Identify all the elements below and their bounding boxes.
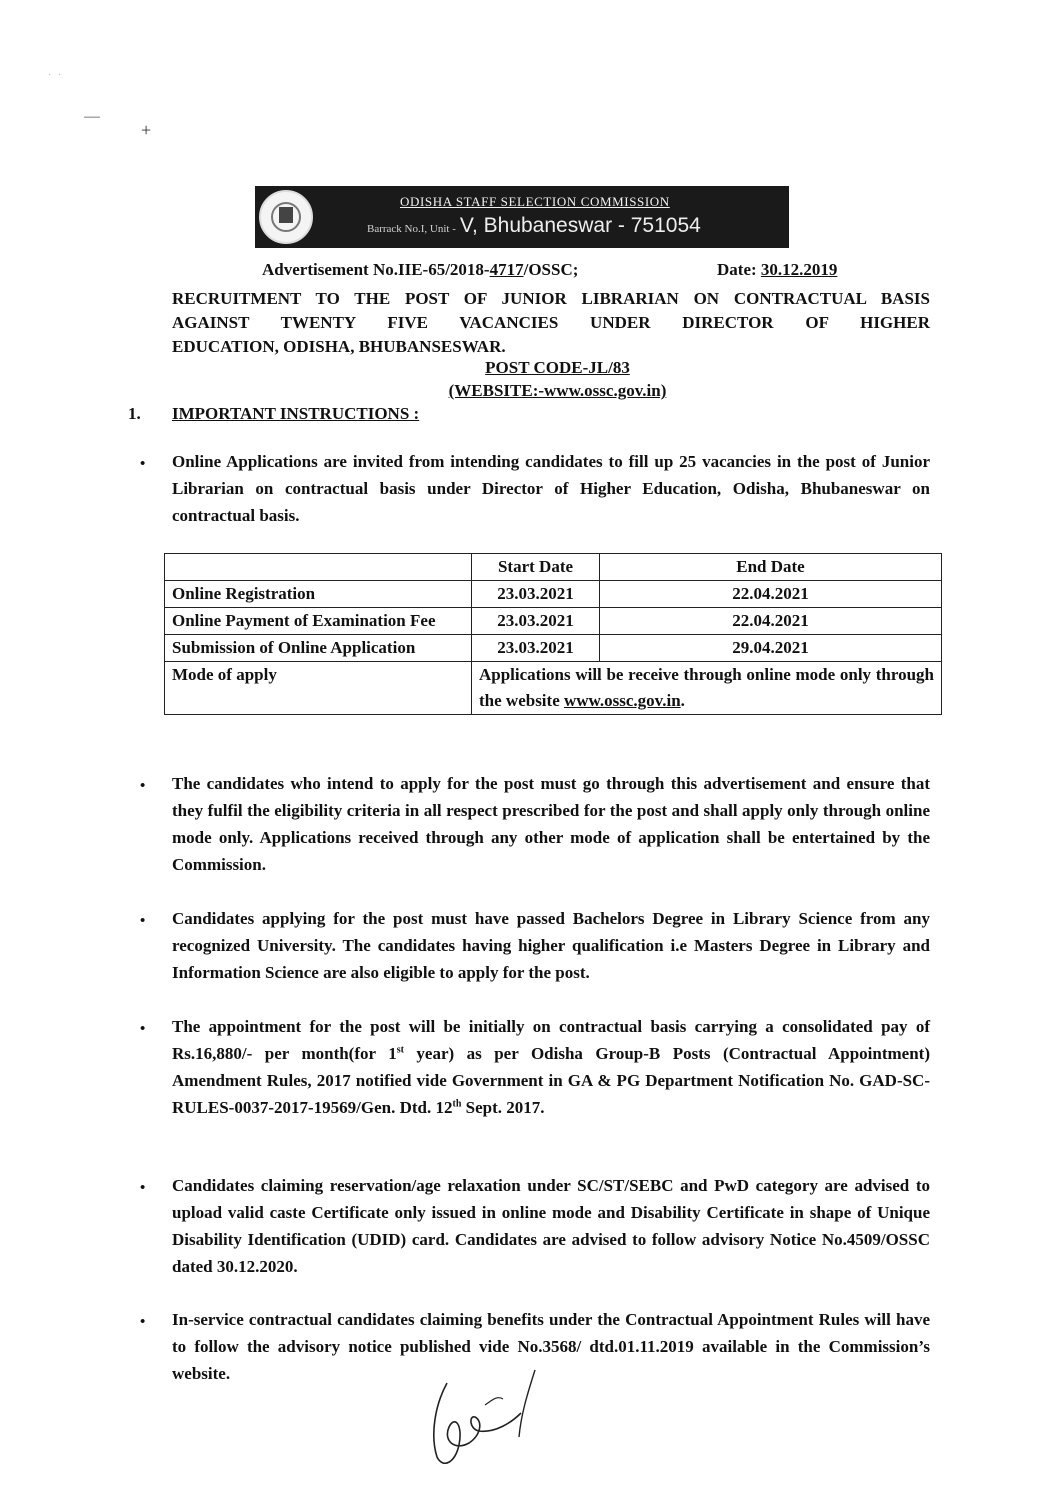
bullet-icon: • bbox=[140, 1021, 146, 1037]
table-cell: 23.03.2021 bbox=[472, 635, 600, 662]
table-row bbox=[165, 581, 942, 608]
table-cell: Submission of Online Application bbox=[165, 635, 472, 662]
org-name: ODISHA STAFF SELECTION COMMISSION bbox=[400, 194, 670, 209]
website-line: (WEBSITE:-www.ossc.gov.in) bbox=[448, 381, 667, 400]
paragraph-qualification: Candidates applying for the post must have passed Bachelors Degree in Library Science from any recognized University. The candidates having higher qualification i.e Masters Degree in Library and Information Science are also eligible to apply for the post. bbox=[172, 909, 930, 982]
registration-mark: + bbox=[141, 120, 152, 140]
bullet-icon: • bbox=[140, 778, 146, 794]
mode-of-apply-cell: Applications will be receive through online mode only through the website www.ossc.gov.in. bbox=[472, 662, 942, 715]
scan-dash: — bbox=[84, 108, 100, 125]
recruitment-headline: RECRUITMENT TO THE POST OF JUNIOR LIBRARIAN ON CONTRACTUAL BASIS AGAINST TWENTY FIVE VACANCIES UNDER DIRECTOR OF HIGHER EDUCATION, ODISHA, BHUBANSESWAR. bbox=[172, 289, 930, 356]
scan-marks: · · bbox=[48, 70, 64, 81]
table-header-cell: End Date bbox=[600, 554, 942, 581]
table-header-cell bbox=[165, 554, 472, 581]
table-cell: 29.04.2021 bbox=[600, 635, 942, 662]
address-big: V, Bhubaneswar - 751054 bbox=[459, 214, 701, 237]
table-row-mode bbox=[165, 662, 942, 715]
table-cell: Mode of apply bbox=[165, 662, 472, 715]
advertisement-number: Advertisement No.IIE-65/2018-4717/OSSC; bbox=[262, 260, 579, 279]
table-cell: Online Payment of Examination Fee bbox=[165, 608, 472, 635]
table-header-cell: Start Date bbox=[472, 554, 600, 581]
intro-paragraph: Online Applications are invited from intending candidates to fill up 25 vacancies in the post of Junior Librarian on contractual basis under Director of Higher Education, Odisha, Bhubaneswar on contractual basis. bbox=[172, 452, 930, 525]
table-cell: 22.04.2021 bbox=[600, 581, 942, 608]
advertisement-date: Date: 30.12.2019 bbox=[717, 260, 838, 279]
letterhead-banner bbox=[255, 186, 789, 248]
table-cell: 22.04.2021 bbox=[600, 608, 942, 635]
table-row bbox=[165, 635, 942, 662]
bullet-icon: • bbox=[140, 1180, 146, 1196]
signature-icon bbox=[425, 1365, 545, 1480]
address-small: Barrack No.I, Unit - bbox=[367, 223, 456, 235]
post-code: POST CODE-JL/83 bbox=[485, 358, 630, 377]
table-row bbox=[165, 608, 942, 635]
table-cell: 23.03.2021 bbox=[472, 608, 600, 635]
paragraph-in-service: In-service contractual candidates claiming benefits under the Contractual Appointment Rules will have to follow the advisory notice published vide No.3568/ dtd.01.11.2019 available in the Commission’s website. bbox=[172, 1310, 930, 1383]
bullet-icon: • bbox=[140, 456, 146, 472]
paragraph-eligibility-instructions: The candidates who intend to apply for the post must go through this advertisement and ensure that they fulfil the eligibility criteria in all respect prescribed for the post and shall apply only through online mode only. Applications received through any other mode of application shall be entertained by the Commission. bbox=[172, 774, 930, 874]
paragraph-reservation: Candidates claiming reservation/age relaxation under SC/ST/SEBC and PwD category are advised to upload valid caste Certificate only issued in online mode and Disability Certificate in shape of Unique Disability Identification (UDID) card. Candidates are advised to follow advisory Notice No.4509/OSSC dated 30.12.2020. bbox=[172, 1176, 930, 1276]
odisha-emblem-icon bbox=[259, 190, 313, 244]
bullet-icon: • bbox=[140, 913, 146, 929]
bullet-icon: • bbox=[140, 1314, 146, 1330]
table-header-row bbox=[165, 554, 942, 581]
org-address bbox=[367, 214, 701, 238]
section-title: IMPORTANT INSTRUCTIONS : bbox=[172, 404, 420, 423]
table-cell: Online Registration bbox=[165, 581, 472, 608]
section-number: 1. bbox=[128, 404, 141, 423]
paragraph-pay: The appointment for the post will be initially on contractual basis carrying a consolidated pay of Rs.16,880/- per month(for 1st year) as per Odisha Group-B Posts (Contractual Appointment) Amendment Rules, 2017 notified vide Government in GA & PG Department Notification No. GAD-SC-RULES-0037-2017-19569/Gen. Dtd. 12th Sept. 2017. bbox=[172, 1017, 930, 1117]
website-link[interactable]: www.ossc.gov.in bbox=[563, 691, 681, 710]
table-cell: 23.03.2021 bbox=[472, 581, 600, 608]
schedule-table bbox=[164, 553, 942, 715]
